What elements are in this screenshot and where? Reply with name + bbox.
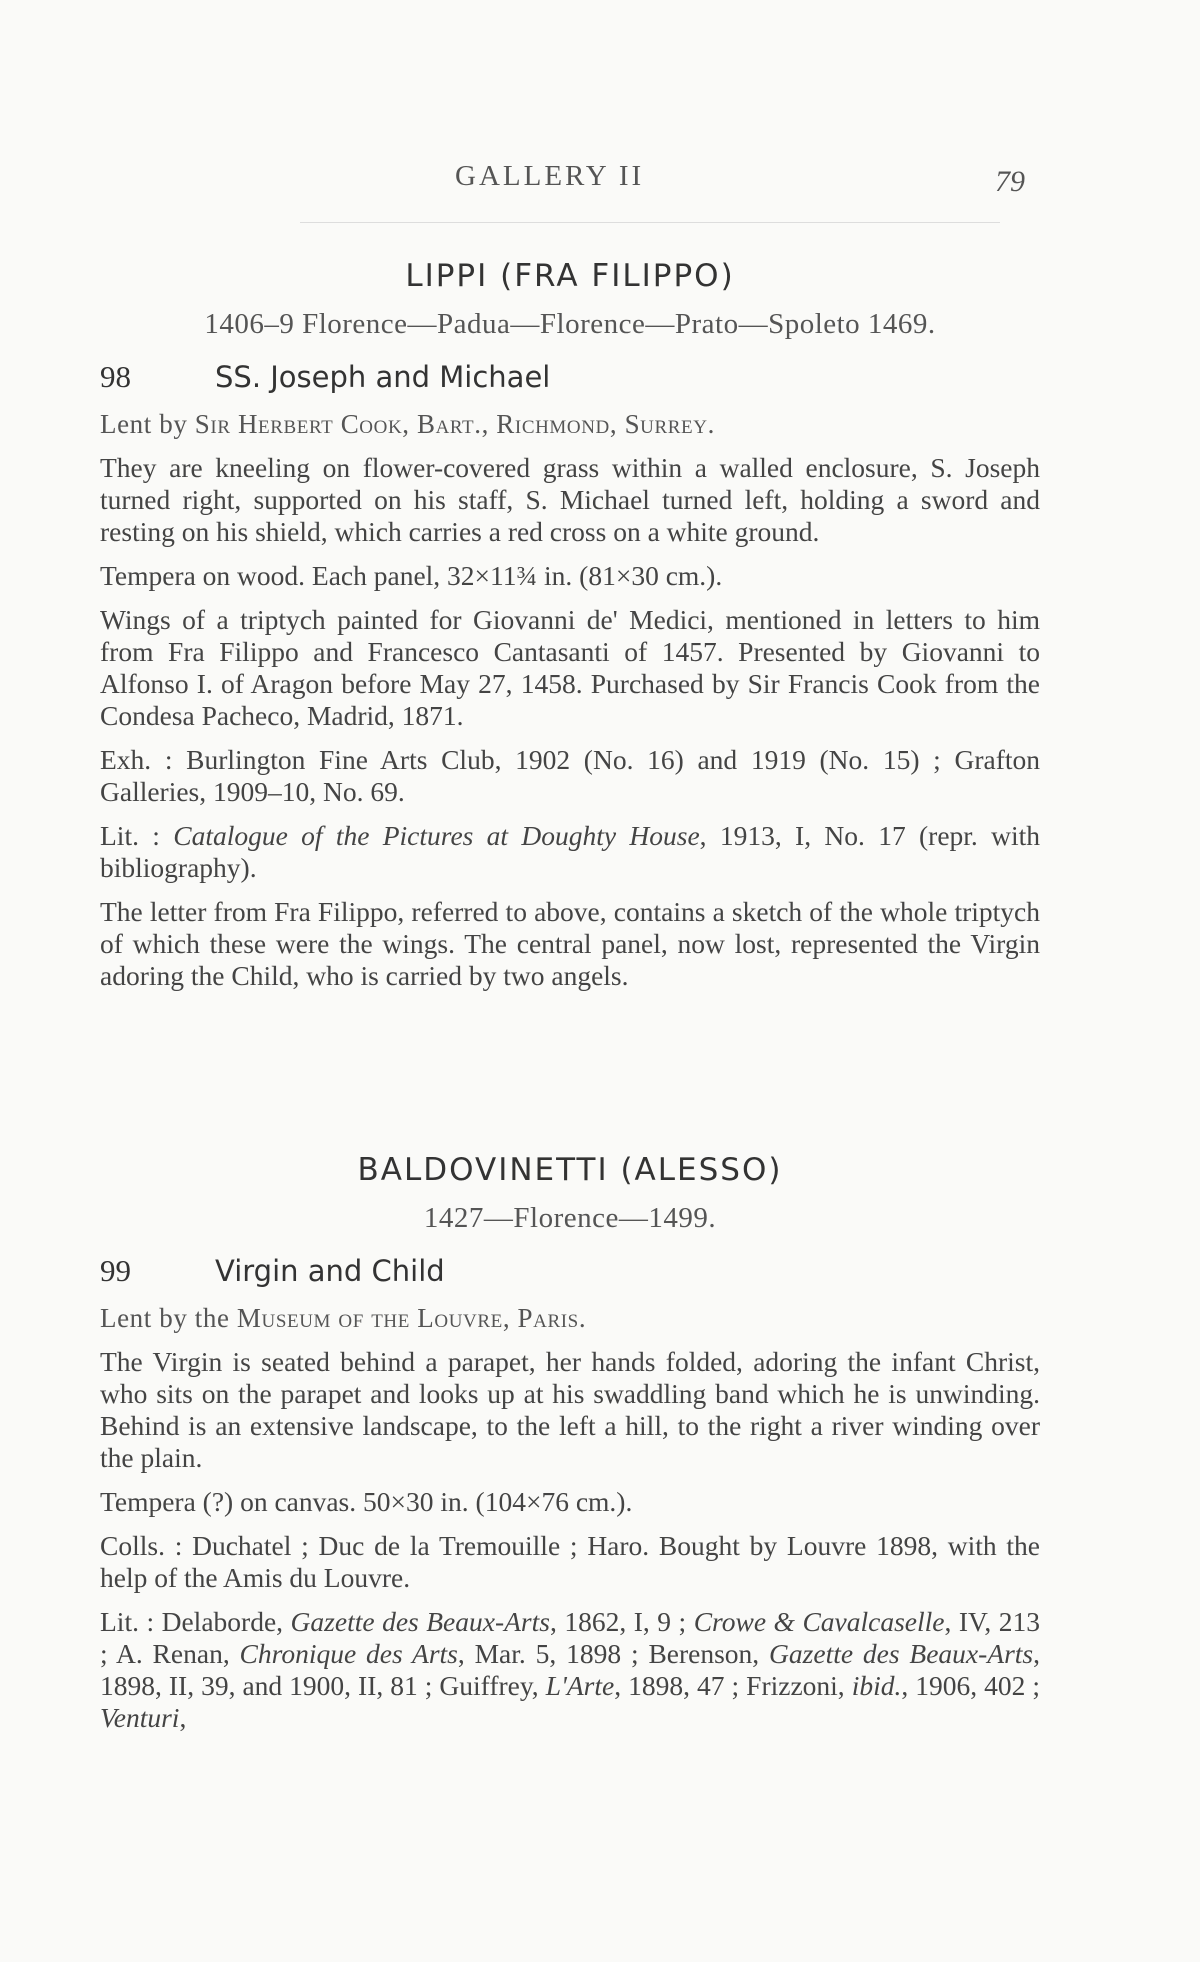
entry-number: 98 [100, 359, 131, 394]
lender-line [100, 1303, 1040, 1334]
artist-heading: BALDOVINETTI (ALESSO) [357, 1152, 783, 1188]
entry-heading [100, 359, 1040, 395]
medium: Tempera (?) on canvas. 50×30 in. (104×76 cm.). [100, 1486, 633, 1517]
entry-number: 99 [100, 1253, 131, 1288]
lit-text: , IV, 213 ; A. Renan, [100, 1606, 1040, 1669]
lit-title: Chronique des Arts [239, 1638, 458, 1669]
lender-prefix: Lent by the [100, 1303, 237, 1333]
running-head [0, 160, 1200, 200]
artist-dates: 1406–9 Florence—Padua—Florence—Prato—Spoleto 1469. [204, 308, 936, 340]
page-number: 79 [995, 165, 1025, 198]
lit-text: , 1898, II, 39, and 1900, II, 81 ; Guiffrey, [100, 1638, 1040, 1701]
exhibitions: Exh. : Burlington Fine Arts Club, 1902 (No. 16) and 1919 (No. 15) ; Grafton Galleries, 1909–10, No. 69. [100, 744, 1040, 807]
literature-title: Catalogue of the Pictures at Doughty House [173, 820, 700, 851]
catalogue-section-lippi [100, 258, 1040, 1004]
lit-title: Venturi [100, 1702, 180, 1733]
catalogue-section-baldovinetti [100, 1152, 1040, 1746]
artist-dates: 1427—Florence—1499. [423, 1202, 717, 1234]
lit-text: , 1906, 402 ; [901, 1670, 1041, 1701]
lender-name: Sir Herbert Cook, Bart., Richmond, Surrey. [194, 409, 715, 439]
running-head-title: GALLERY II [455, 160, 645, 192]
lender-line [100, 409, 1040, 440]
header-rule [300, 222, 1000, 223]
note: The letter from Fra Filippo, referred to above, contains a sketch of the whole triptych of which these were the wings. The central panel, now lost, represented the Virgin adoring the Child, who is carried by two angels. [100, 896, 1040, 991]
lender-prefix: Lent by [100, 409, 195, 439]
description: They are kneeling on flower-covered grass within a walled enclosure, S. Joseph turned right, supported on his staff, S. Michael turned left, holding a sword and resting on his shield, which carries a red cross on a white ground. [100, 452, 1040, 547]
medium: Tempera on wood. Each panel, 32×11¾ in. (81×30 cm.). [100, 560, 723, 591]
lit-text: , [179, 1702, 187, 1733]
lit-title: Gazette des Beaux-Arts [769, 1638, 1034, 1669]
lit-title: ibid. [851, 1670, 902, 1701]
lit-title: Crowe & Cavalcaselle [693, 1606, 945, 1637]
entry-title: Virgin and Child [215, 1254, 445, 1288]
provenance: Wings of a triptych painted for Giovanni de' Medici, mentioned in letters to him from Fra Filippo and Francesco Cantasanti of 1457. Presented by Giovanni to Alfonso I. of Aragon before May 27, 1458. Purchased by Sir Francis Cook from the Condesa Pacheco, Madrid, 1871. [100, 604, 1040, 731]
literature [100, 820, 1040, 884]
literature [100, 1606, 1040, 1734]
literature-details: , 1913, I, No. 17 (repr. with bibliography). [100, 820, 1040, 883]
lit-text: Lit. : Delaborde, [100, 1606, 291, 1637]
lit-text: , 1862, I, 9 ; [549, 1606, 694, 1637]
entry-heading [100, 1253, 1040, 1289]
lit-title: Gazette des Beaux-Arts [290, 1606, 550, 1637]
lit-text: , 1898, 47 ; Frizzoni, [614, 1670, 852, 1701]
collections: Colls. : Duchatel ; Duc de la Tremouille ; Haro. Bought by Louvre 1898, with the help of the Amis du Louvre. [100, 1530, 1040, 1593]
lit-text: , Mar. 5, 1898 ; Berenson, [457, 1638, 770, 1669]
lender-name: Museum of the Louvre, Paris. [236, 1303, 587, 1333]
entry-title: SS. Joseph and Michael [215, 360, 551, 394]
description: The Virgin is seated behind a parapet, her hands folded, adoring the infant Christ, who sits on the parapet and looks up at his swaddling band which he is unwinding. Behind is an extensive landscape, to the left a hill, to the right a river winding over the plain. [100, 1346, 1040, 1473]
lit-title: L'Arte [545, 1670, 615, 1701]
literature-label: Lit. : [100, 820, 174, 851]
artist-heading: LIPPI (FRA FILIPPO) [405, 258, 735, 294]
